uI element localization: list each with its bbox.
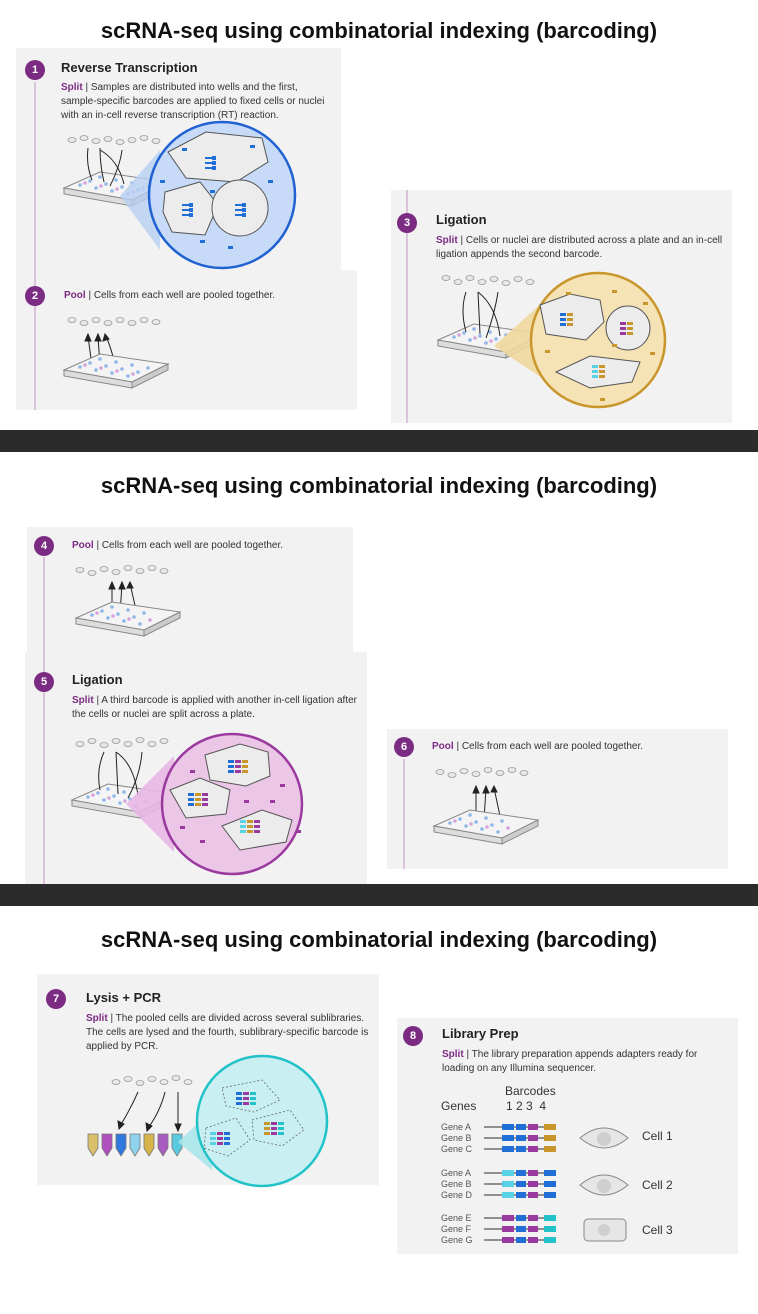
barcode-numbers: 1 2 3 4 bbox=[506, 1099, 547, 1113]
step-number: 3 bbox=[397, 213, 417, 233]
step-title: Library Prep bbox=[442, 1026, 519, 1041]
cell-icon bbox=[584, 1219, 626, 1241]
cell-label: Cell 3 bbox=[642, 1223, 673, 1237]
step-separator: | bbox=[93, 540, 102, 551]
section-3-title: scRNA-seq using combinatorial indexing (barcoding) bbox=[100, 927, 658, 952]
step-separator: | bbox=[457, 235, 466, 246]
step-text: Cells from each well are pooled together. bbox=[93, 290, 276, 301]
gene-label: Gene C bbox=[441, 1144, 473, 1154]
gene-group-2 bbox=[441, 1168, 673, 1200]
step-number: 6 bbox=[394, 737, 414, 757]
gene-label: Gene D bbox=[441, 1190, 473, 1200]
step-title: Ligation bbox=[436, 212, 487, 227]
step-number: 8 bbox=[403, 1026, 423, 1046]
step-title: Ligation bbox=[72, 672, 123, 687]
step-text: The library preparation appends adapters ready for loading on any Illumina sequencer. bbox=[442, 1049, 698, 1074]
step-number: 2 bbox=[25, 286, 45, 306]
step-title: Lysis + PCR bbox=[86, 990, 162, 1005]
gene-label: Gene E bbox=[441, 1213, 472, 1223]
step-keyword: Pool bbox=[432, 741, 454, 752]
step-text: The pooled cells are divided across several sublibraries. The cells are lysed and the fourth, sublibrary-specific barcode is applied by PCR. bbox=[86, 1013, 369, 1052]
gene-label: Gene A bbox=[441, 1122, 472, 1132]
cell-label: Cell 2 bbox=[642, 1178, 673, 1192]
gene-label: Gene G bbox=[441, 1235, 473, 1245]
barcode-blocks bbox=[502, 1124, 556, 1152]
step-keyword: Split bbox=[436, 235, 458, 246]
step-separator: | bbox=[463, 1049, 472, 1060]
step-keyword: Split bbox=[442, 1049, 464, 1060]
cell-icon bbox=[580, 1175, 628, 1195]
step-number: 4 bbox=[34, 536, 54, 556]
step-number: 7 bbox=[46, 989, 66, 1009]
step-text: Cells or nuclei are distributed across a plate and an in-cell ligation appends the second barcode. bbox=[436, 235, 723, 260]
cell-label: Cell 1 bbox=[642, 1129, 673, 1143]
section-1-title: scRNA-seq using combinatorial indexing (barcoding) bbox=[100, 18, 658, 43]
gene-label: Gene B bbox=[441, 1133, 472, 1143]
barcode-blocks bbox=[502, 1215, 556, 1243]
step-separator: | bbox=[93, 695, 102, 706]
gene-group-3 bbox=[441, 1213, 673, 1245]
genes-header: Genes bbox=[441, 1099, 477, 1113]
step-keyword: Split bbox=[72, 695, 94, 706]
step-text: A third barcode is applied with another in-cell ligation after the cells or nuclei are split across a plate. bbox=[72, 695, 357, 720]
gene-label: Gene A bbox=[441, 1168, 472, 1178]
step-keyword: Split bbox=[61, 82, 83, 93]
gene-group-1 bbox=[441, 1122, 673, 1154]
step-number: 5 bbox=[34, 672, 54, 692]
step-title: Reverse Transcription bbox=[61, 60, 198, 75]
gene-label: Gene F bbox=[441, 1224, 472, 1234]
step-number: 1 bbox=[25, 60, 45, 80]
step-separator: | bbox=[453, 741, 462, 752]
barcodes-header: Barcodes bbox=[505, 1084, 556, 1098]
gene-label: Gene B bbox=[441, 1179, 472, 1189]
barcode-blocks bbox=[502, 1170, 556, 1198]
step-text: Samples are distributed into wells and the first, sample-specific barcodes are applied to fixed cells or nuclei with an in-cell reverse transcription (RT) reaction. bbox=[61, 82, 325, 121]
step-keyword: Pool bbox=[64, 290, 86, 301]
step-separator: | bbox=[82, 82, 91, 93]
step-keyword: Split bbox=[86, 1013, 108, 1024]
cell-icon bbox=[580, 1128, 628, 1148]
step-text: Cells from each well are pooled together. bbox=[461, 741, 644, 752]
step-text: Cells from each well are pooled together. bbox=[101, 540, 284, 551]
step-separator: | bbox=[85, 290, 94, 301]
step-keyword: Pool bbox=[72, 540, 94, 551]
step-separator: | bbox=[107, 1013, 116, 1024]
section-2-title: scRNA-seq using combinatorial indexing (barcoding) bbox=[100, 473, 658, 498]
